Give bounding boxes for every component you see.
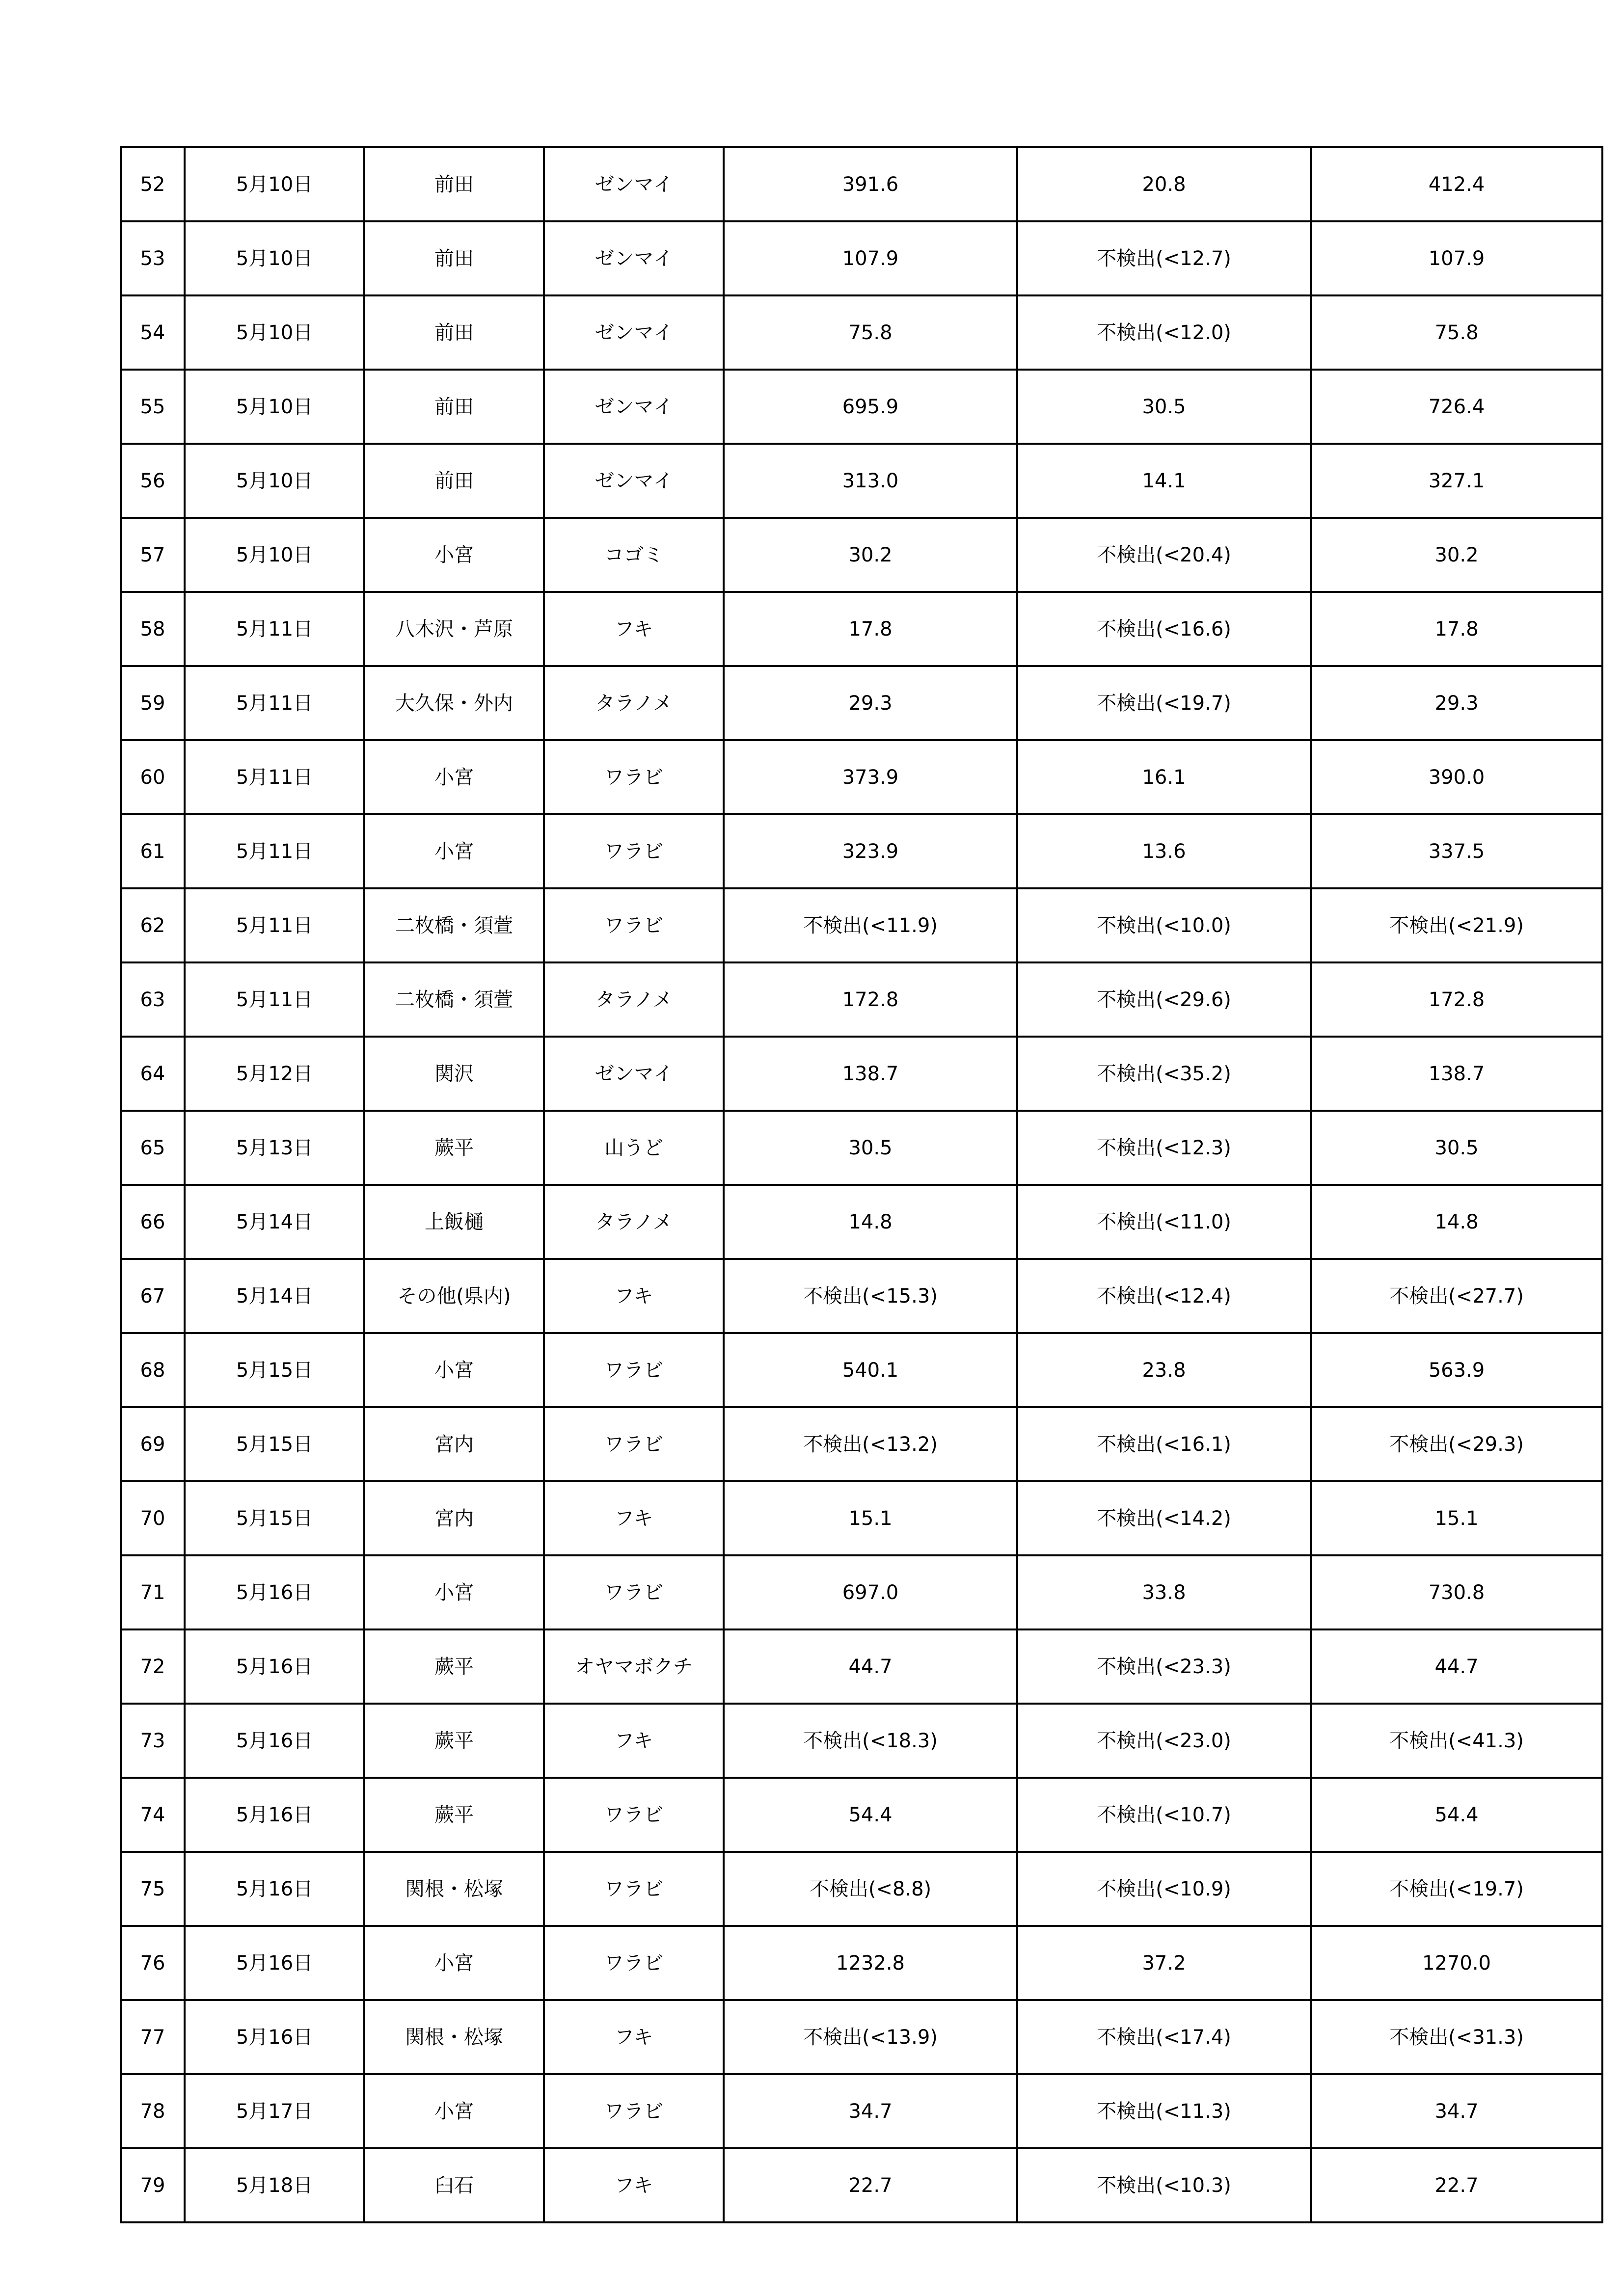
sampling-area-cell: 前田 xyxy=(364,295,544,370)
table-row xyxy=(121,1704,1602,1778)
sampling-area-cell: 小宮 xyxy=(364,1333,544,1407)
value-col-2-cell: 16.1 xyxy=(1017,740,1311,814)
sample-date-cell: 5月14日 xyxy=(185,1185,364,1259)
item-name-cell: ゼンマイ xyxy=(544,295,724,370)
value-col-1-cell: 540.1 xyxy=(724,1333,1017,1407)
value-col-2-cell: 不検出(<20.4) xyxy=(1017,518,1311,592)
item-name-cell: コゴミ xyxy=(544,518,724,592)
sampling-area-cell: 小宮 xyxy=(364,518,544,592)
sampling-area-cell: 小宮 xyxy=(364,1926,544,2000)
table-row xyxy=(121,740,1602,814)
sample-number-cell: 64 xyxy=(121,1037,185,1111)
sampling-area-cell: 蕨平 xyxy=(364,1778,544,1852)
sample-number-cell: 65 xyxy=(121,1111,185,1185)
sampling-area-cell: 二枚橋・須萱 xyxy=(364,962,544,1037)
value-col-3-cell: 1270.0 xyxy=(1311,1926,1602,2000)
sample-date-cell: 5月16日 xyxy=(185,1555,364,1629)
table-row xyxy=(121,147,1602,221)
value-col-2-cell: 不検出(<12.7) xyxy=(1017,221,1311,295)
value-col-3-cell: 34.7 xyxy=(1311,2074,1602,2148)
value-col-3-cell: 不検出(<19.7) xyxy=(1311,1852,1602,1926)
item-name-cell: フキ xyxy=(544,1259,724,1333)
table-row xyxy=(121,1333,1602,1407)
item-name-cell: ワラビ xyxy=(544,1333,724,1407)
sample-date-cell: 5月18日 xyxy=(185,2148,364,2222)
item-name-cell: タラノメ xyxy=(544,666,724,740)
item-name-cell: ゼンマイ xyxy=(544,147,724,221)
value-col-1-cell: 不検出(<13.9) xyxy=(724,2000,1017,2074)
sample-number-cell: 53 xyxy=(121,221,185,295)
table-row xyxy=(121,1259,1602,1333)
value-col-3-cell: 不検出(<27.7) xyxy=(1311,1259,1602,1333)
value-col-1-cell: 34.7 xyxy=(724,2074,1017,2148)
value-col-1-cell: 54.4 xyxy=(724,1778,1017,1852)
value-col-3-cell: 730.8 xyxy=(1311,1555,1602,1629)
value-col-3-cell: 30.2 xyxy=(1311,518,1602,592)
item-name-cell: フキ xyxy=(544,592,724,666)
value-col-2-cell: 不検出(<10.3) xyxy=(1017,2148,1311,2222)
sampling-area-cell: 前田 xyxy=(364,147,544,221)
value-col-3-cell: 不検出(<29.3) xyxy=(1311,1407,1602,1481)
value-col-1-cell: 695.9 xyxy=(724,370,1017,444)
item-name-cell: フキ xyxy=(544,1704,724,1778)
sampling-area-cell: 小宮 xyxy=(364,740,544,814)
sampling-area-cell: 上飯樋 xyxy=(364,1185,544,1259)
value-col-3-cell: 390.0 xyxy=(1311,740,1602,814)
value-col-1-cell: 172.8 xyxy=(724,962,1017,1037)
item-name-cell: タラノメ xyxy=(544,1185,724,1259)
sample-date-cell: 5月16日 xyxy=(185,1852,364,1926)
sampling-area-cell: 前田 xyxy=(364,221,544,295)
value-col-3-cell: 29.3 xyxy=(1311,666,1602,740)
results-table-body xyxy=(121,147,1602,2222)
sampling-area-cell: 八木沢・芦原 xyxy=(364,592,544,666)
value-col-3-cell: 44.7 xyxy=(1311,1629,1602,1704)
table-row xyxy=(121,666,1602,740)
value-col-1-cell: 44.7 xyxy=(724,1629,1017,1704)
sampling-area-cell: 小宮 xyxy=(364,1555,544,1629)
sampling-area-cell: 前田 xyxy=(364,444,544,518)
sampling-area-cell: 前田 xyxy=(364,370,544,444)
sampling-area-cell: 蕨平 xyxy=(364,1629,544,1704)
sample-number-cell: 75 xyxy=(121,1852,185,1926)
item-name-cell: フキ xyxy=(544,2000,724,2074)
sample-number-cell: 57 xyxy=(121,518,185,592)
table-row xyxy=(121,1852,1602,1926)
value-col-2-cell: 23.8 xyxy=(1017,1333,1311,1407)
sample-date-cell: 5月16日 xyxy=(185,2000,364,2074)
item-name-cell: ワラビ xyxy=(544,1778,724,1852)
value-col-1-cell: 30.2 xyxy=(724,518,1017,592)
value-col-2-cell: 不検出(<10.0) xyxy=(1017,888,1311,962)
sampling-area-cell: 二枚橋・須萱 xyxy=(364,888,544,962)
value-col-3-cell: 30.5 xyxy=(1311,1111,1602,1185)
value-col-3-cell: 15.1 xyxy=(1311,1481,1602,1555)
table-row xyxy=(121,1185,1602,1259)
value-col-1-cell: 不検出(<18.3) xyxy=(724,1704,1017,1778)
value-col-2-cell: 14.1 xyxy=(1017,444,1311,518)
sampling-area-cell: 小宮 xyxy=(364,814,544,888)
sample-number-cell: 67 xyxy=(121,1259,185,1333)
value-col-1-cell: 697.0 xyxy=(724,1555,1017,1629)
value-col-3-cell: 75.8 xyxy=(1311,295,1602,370)
sample-number-cell: 61 xyxy=(121,814,185,888)
value-col-1-cell: 138.7 xyxy=(724,1037,1017,1111)
value-col-1-cell: 75.8 xyxy=(724,295,1017,370)
value-col-2-cell: 不検出(<17.4) xyxy=(1017,2000,1311,2074)
value-col-2-cell: 20.8 xyxy=(1017,147,1311,221)
table-row xyxy=(121,814,1602,888)
results-table xyxy=(120,146,1603,2223)
sample-number-cell: 63 xyxy=(121,962,185,1037)
value-col-2-cell: 37.2 xyxy=(1017,1926,1311,2000)
sample-date-cell: 5月11日 xyxy=(185,814,364,888)
sample-date-cell: 5月15日 xyxy=(185,1333,364,1407)
sample-number-cell: 73 xyxy=(121,1704,185,1778)
value-col-2-cell: 13.6 xyxy=(1017,814,1311,888)
sample-number-cell: 69 xyxy=(121,1407,185,1481)
sample-date-cell: 5月11日 xyxy=(185,962,364,1037)
sample-number-cell: 58 xyxy=(121,592,185,666)
item-name-cell: フキ xyxy=(544,1481,724,1555)
value-col-1-cell: 22.7 xyxy=(724,2148,1017,2222)
item-name-cell: ゼンマイ xyxy=(544,370,724,444)
sampling-area-cell: 宮内 xyxy=(364,1481,544,1555)
value-col-3-cell: 412.4 xyxy=(1311,147,1602,221)
table-row xyxy=(121,962,1602,1037)
value-col-3-cell: 726.4 xyxy=(1311,370,1602,444)
sample-number-cell: 54 xyxy=(121,295,185,370)
value-col-1-cell: 30.5 xyxy=(724,1111,1017,1185)
value-col-1-cell: 不検出(<15.3) xyxy=(724,1259,1017,1333)
item-name-cell: ワラビ xyxy=(544,1407,724,1481)
sampling-area-cell: 大久保・外内 xyxy=(364,666,544,740)
value-col-1-cell: 15.1 xyxy=(724,1481,1017,1555)
sample-date-cell: 5月14日 xyxy=(185,1259,364,1333)
value-col-2-cell: 不検出(<10.9) xyxy=(1017,1852,1311,1926)
item-name-cell: ワラビ xyxy=(544,814,724,888)
table-row xyxy=(121,370,1602,444)
sampling-area-cell: その他(県内) xyxy=(364,1259,544,1333)
sampling-area-cell: 蕨平 xyxy=(364,1704,544,1778)
value-col-2-cell: 不検出(<35.2) xyxy=(1017,1037,1311,1111)
sample-date-cell: 5月16日 xyxy=(185,1778,364,1852)
sampling-area-cell: 関根・松塚 xyxy=(364,1852,544,1926)
value-col-2-cell: 不検出(<16.6) xyxy=(1017,592,1311,666)
value-col-3-cell: 17.8 xyxy=(1311,592,1602,666)
table-row xyxy=(121,2074,1602,2148)
value-col-2-cell: 不検出(<23.0) xyxy=(1017,1704,1311,1778)
item-name-cell: 山うど xyxy=(544,1111,724,1185)
sample-number-cell: 60 xyxy=(121,740,185,814)
sample-date-cell: 5月16日 xyxy=(185,1629,364,1704)
value-col-1-cell: 17.8 xyxy=(724,592,1017,666)
sample-number-cell: 70 xyxy=(121,1481,185,1555)
value-col-3-cell: 不検出(<41.3) xyxy=(1311,1704,1602,1778)
value-col-3-cell: 107.9 xyxy=(1311,221,1602,295)
sample-number-cell: 78 xyxy=(121,2074,185,2148)
sample-date-cell: 5月17日 xyxy=(185,2074,364,2148)
sample-date-cell: 5月10日 xyxy=(185,518,364,592)
value-col-2-cell: 不検出(<19.7) xyxy=(1017,666,1311,740)
item-name-cell: ワラビ xyxy=(544,740,724,814)
value-col-3-cell: 54.4 xyxy=(1311,1778,1602,1852)
sample-date-cell: 5月11日 xyxy=(185,592,364,666)
item-name-cell: ゼンマイ xyxy=(544,221,724,295)
value-col-2-cell: 33.8 xyxy=(1017,1555,1311,1629)
item-name-cell: ワラビ xyxy=(544,1926,724,2000)
table-row xyxy=(121,1926,1602,2000)
sample-date-cell: 5月10日 xyxy=(185,295,364,370)
sample-number-cell: 55 xyxy=(121,370,185,444)
sampling-area-cell: 蕨平 xyxy=(364,1111,544,1185)
value-col-2-cell: 不検出(<10.7) xyxy=(1017,1778,1311,1852)
table-row xyxy=(121,1555,1602,1629)
value-col-2-cell: 不検出(<16.1) xyxy=(1017,1407,1311,1481)
sample-number-cell: 59 xyxy=(121,666,185,740)
value-col-3-cell: 22.7 xyxy=(1311,2148,1602,2222)
table-row xyxy=(121,1629,1602,1704)
sample-date-cell: 5月10日 xyxy=(185,370,364,444)
sample-number-cell: 62 xyxy=(121,888,185,962)
table-row xyxy=(121,592,1602,666)
sample-date-cell: 5月15日 xyxy=(185,1481,364,1555)
table-row xyxy=(121,444,1602,518)
value-col-2-cell: 不検出(<11.3) xyxy=(1017,2074,1311,2148)
value-col-1-cell: 1232.8 xyxy=(724,1926,1017,2000)
sample-date-cell: 5月16日 xyxy=(185,1704,364,1778)
value-col-1-cell: 313.0 xyxy=(724,444,1017,518)
value-col-3-cell: 不検出(<21.9) xyxy=(1311,888,1602,962)
item-name-cell: フキ xyxy=(544,2148,724,2222)
sample-date-cell: 5月15日 xyxy=(185,1407,364,1481)
value-col-1-cell: 373.9 xyxy=(724,740,1017,814)
value-col-1-cell: 不検出(<13.2) xyxy=(724,1407,1017,1481)
value-col-2-cell: 不検出(<12.3) xyxy=(1017,1111,1311,1185)
value-col-3-cell: 172.8 xyxy=(1311,962,1602,1037)
sample-number-cell: 56 xyxy=(121,444,185,518)
value-col-3-cell: 327.1 xyxy=(1311,444,1602,518)
table-row xyxy=(121,295,1602,370)
sample-date-cell: 5月13日 xyxy=(185,1111,364,1185)
sampling-area-cell: 宮内 xyxy=(364,1407,544,1481)
value-col-1-cell: 323.9 xyxy=(724,814,1017,888)
sampling-area-cell: 臼石 xyxy=(364,2148,544,2222)
sample-date-cell: 5月10日 xyxy=(185,147,364,221)
value-col-1-cell: 不検出(<11.9) xyxy=(724,888,1017,962)
sample-number-cell: 71 xyxy=(121,1555,185,1629)
value-col-2-cell: 不検出(<23.3) xyxy=(1017,1629,1311,1704)
sample-number-cell: 52 xyxy=(121,147,185,221)
sample-date-cell: 5月11日 xyxy=(185,888,364,962)
item-name-cell: オヤマボクチ xyxy=(544,1629,724,1704)
item-name-cell: ワラビ xyxy=(544,1555,724,1629)
item-name-cell: タラノメ xyxy=(544,962,724,1037)
value-col-3-cell: 337.5 xyxy=(1311,814,1602,888)
value-col-3-cell: 563.9 xyxy=(1311,1333,1602,1407)
sampling-area-cell: 関根・松塚 xyxy=(364,2000,544,2074)
sample-date-cell: 5月11日 xyxy=(185,740,364,814)
item-name-cell: ワラビ xyxy=(544,1852,724,1926)
table-row xyxy=(121,1407,1602,1481)
value-col-1-cell: 14.8 xyxy=(724,1185,1017,1259)
sampling-area-cell: 小宮 xyxy=(364,2074,544,2148)
value-col-3-cell: 138.7 xyxy=(1311,1037,1602,1111)
value-col-2-cell: 不検出(<12.0) xyxy=(1017,295,1311,370)
table-row xyxy=(121,221,1602,295)
table-row xyxy=(121,2000,1602,2074)
sample-number-cell: 74 xyxy=(121,1778,185,1852)
value-col-2-cell: 30.5 xyxy=(1017,370,1311,444)
table-row xyxy=(121,1481,1602,1555)
item-name-cell: ゼンマイ xyxy=(544,1037,724,1111)
table-row xyxy=(121,518,1602,592)
value-col-1-cell: 107.9 xyxy=(724,221,1017,295)
sample-number-cell: 72 xyxy=(121,1629,185,1704)
sample-date-cell: 5月10日 xyxy=(185,444,364,518)
sample-number-cell: 68 xyxy=(121,1333,185,1407)
table-row xyxy=(121,1778,1602,1852)
sample-number-cell: 79 xyxy=(121,2148,185,2222)
value-col-1-cell: 不検出(<8.8) xyxy=(724,1852,1017,1926)
value-col-1-cell: 391.6 xyxy=(724,147,1017,221)
sample-number-cell: 66 xyxy=(121,1185,185,1259)
value-col-3-cell: 14.8 xyxy=(1311,1185,1602,1259)
table-row xyxy=(121,2148,1602,2222)
item-name-cell: ゼンマイ xyxy=(544,444,724,518)
table-row xyxy=(121,1111,1602,1185)
value-col-2-cell: 不検出(<29.6) xyxy=(1017,962,1311,1037)
table-row xyxy=(121,888,1602,962)
value-col-2-cell: 不検出(<14.2) xyxy=(1017,1481,1311,1555)
sample-date-cell: 5月10日 xyxy=(185,221,364,295)
item-name-cell: ワラビ xyxy=(544,888,724,962)
value-col-2-cell: 不検出(<11.0) xyxy=(1017,1185,1311,1259)
value-col-1-cell: 29.3 xyxy=(724,666,1017,740)
item-name-cell: ワラビ xyxy=(544,2074,724,2148)
sample-number-cell: 76 xyxy=(121,1926,185,2000)
table-row xyxy=(121,1037,1602,1111)
sample-number-cell: 77 xyxy=(121,2000,185,2074)
value-col-3-cell: 不検出(<31.3) xyxy=(1311,2000,1602,2074)
sample-date-cell: 5月12日 xyxy=(185,1037,364,1111)
sample-date-cell: 5月16日 xyxy=(185,1926,364,2000)
sample-date-cell: 5月11日 xyxy=(185,666,364,740)
value-col-2-cell: 不検出(<12.4) xyxy=(1017,1259,1311,1333)
sampling-area-cell: 関沢 xyxy=(364,1037,544,1111)
